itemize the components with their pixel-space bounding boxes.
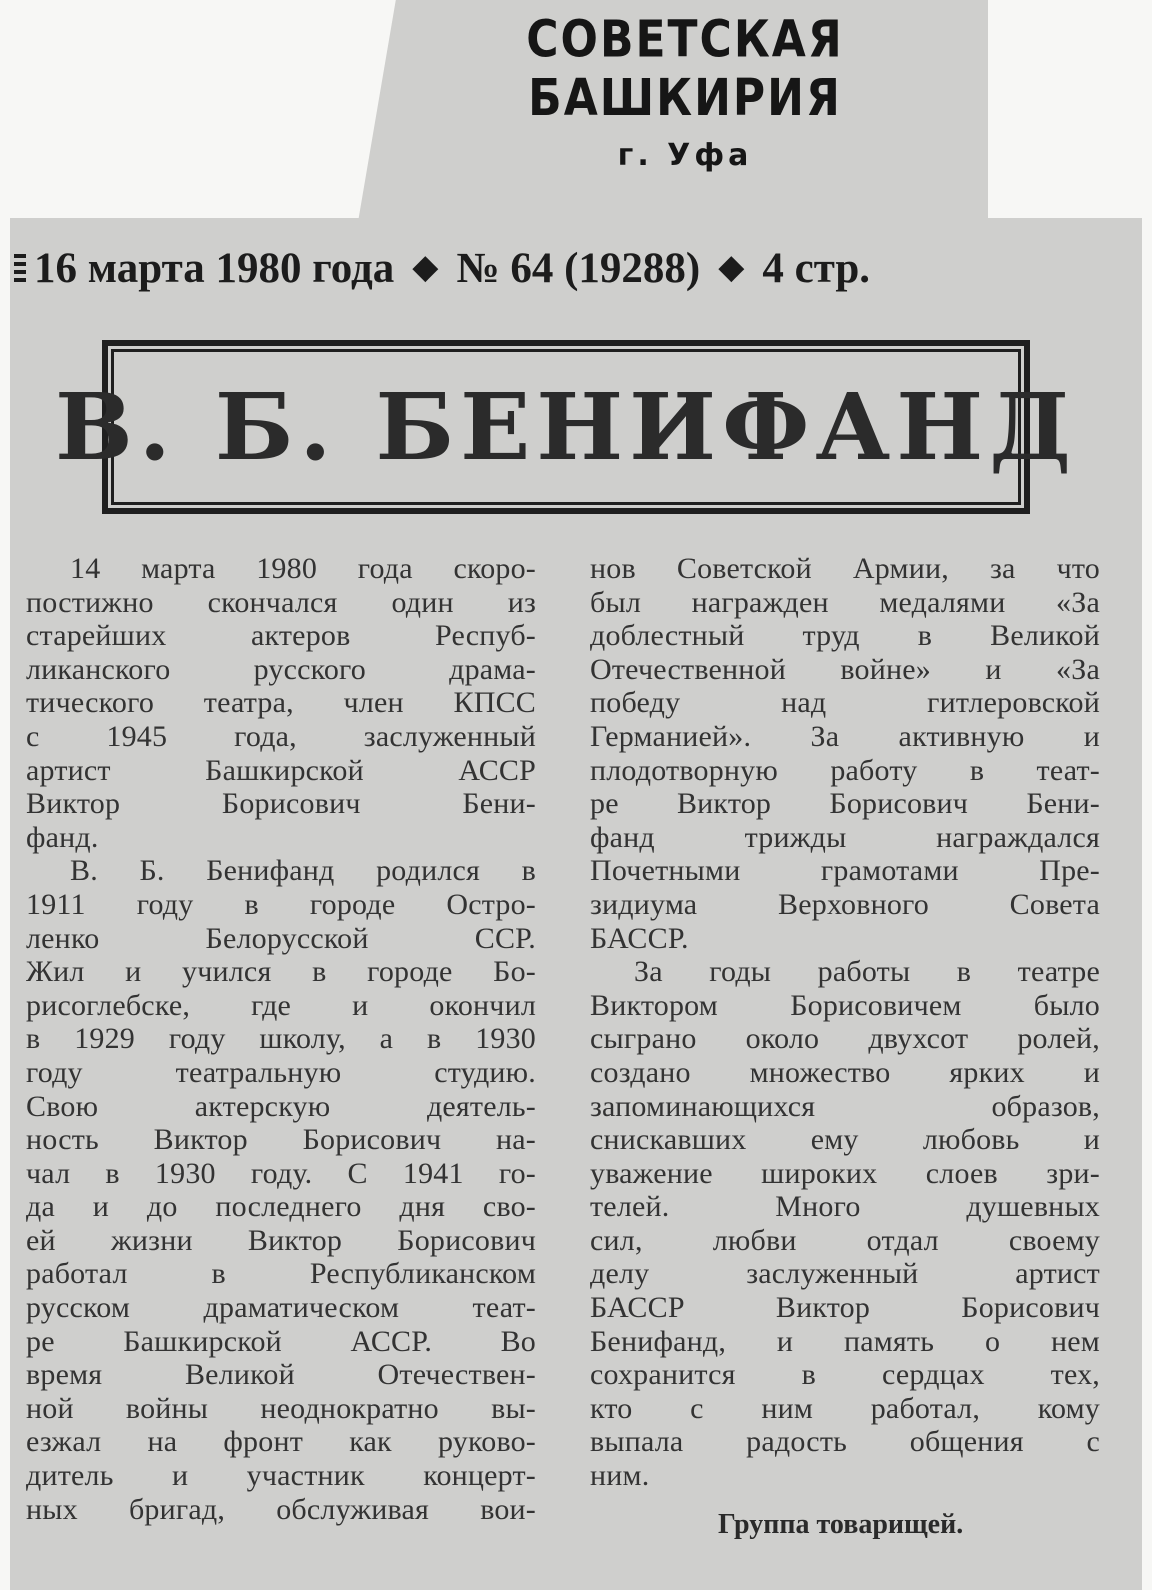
text-line: снискавших ему любовь и [590,1123,1100,1157]
article-column-left [26,552,536,1526]
text-line: был награжден медалями «За [590,585,1100,619]
text-line: сохранится в сердцах тех, [590,1358,1100,1392]
text-line: ре Виктор Борисович Бени- [590,787,1100,821]
text-line: Свою актерскую деятель- [26,1089,536,1123]
text-line: русском драматическом теат- [26,1291,536,1325]
text-line: 14 марта 1980 года скоро- [70,552,536,585]
text-line: ленко Белорусской ССР. [26,921,536,955]
text-line: ним. [590,1459,650,1493]
text-line: Жил и учился в городе Бо- [26,955,536,989]
headline: В. Б. БЕНИФАНД [55,373,1078,481]
headline-frame [55,340,1078,514]
text-line: создано множество ярких и [590,1055,1100,1089]
text-line: сыграно около двухсот ролей, [590,1022,1100,1056]
text-line: За годы работы в театре [634,955,1100,989]
text-line: запоминающихся образов, [590,1089,1100,1123]
article-column-right [590,552,1100,1493]
text-line: телей. Много душевных [590,1190,1100,1224]
text-line: нов Советской Армии, за что [590,552,1100,585]
text-line: ре Башкирской АССР. Во [26,1324,536,1358]
text-line: ных бригад, обслуживая вои- [26,1492,536,1526]
text-line: кто с ним работал, кому [590,1391,1100,1425]
diamond-separator-icon: ◆ [412,249,439,286]
dateline [14,244,1124,293]
text-line: Почетными грамотами Пре- [590,854,1100,888]
stamp-city: г. Уфа [617,138,753,173]
text-line: уважение широких слоев зри- [590,1156,1100,1190]
text-line: Отечественной войне» и «За [590,652,1100,686]
text-line: старейших актеров Респуб- [26,619,536,653]
text-line: сил, любви отдал своему [590,1223,1100,1257]
text-line: постижно скончался один из [26,585,536,619]
issue-number: № 64 (19288) [456,245,701,292]
text-line: году театральную студию. [26,1055,536,1089]
text-line: победу над гитлеровской [590,686,1100,720]
text-line: в 1929 году школу, а в 1930 [26,1022,536,1056]
text-line: фанд. [26,820,99,854]
text-line: Виктор Борисович Бени- [26,787,536,821]
text-line: езжал на фронт как руково- [26,1425,536,1459]
text-line: ной войны неоднократно вы- [26,1391,536,1425]
text-line: фанд трижды награждался [590,820,1100,854]
page-number: 4 стр. [762,245,871,292]
text-line: время Великой Отечествен- [26,1358,536,1392]
signature: Группа товарищей. [718,1509,964,1540]
text-line: тического театра, член КПСС [26,686,536,720]
text-line: работал в Республиканском [26,1257,536,1291]
text-line: да и до последнего дня сво- [26,1190,536,1224]
text-line: дитель и участник концерт- [26,1459,536,1493]
text-line: Германией». За активную и [590,719,1100,753]
text-line: артист Башкирской АССР [26,753,536,787]
text-line: ность Виктор Борисович на- [26,1123,536,1157]
text-line: Виктором Борисовичем было [590,988,1100,1022]
text-line: зидиума Верховного Совета [590,887,1100,921]
diamond-separator-icon: ◆ [718,249,745,286]
dateline-rule-mark [14,254,26,284]
stamp-newspaper-name: СОВЕТСКАЯ БАШКИРИЯ [526,10,844,128]
text-line: чал в 1930 году. С 1941 го- [26,1156,536,1190]
text-line: 1911 году в городе Остро- [26,887,536,921]
text-line: рисоглебске, где и окончил [26,988,536,1022]
issue-date: 16 марта 1980 года [34,245,395,292]
text-line: с 1945 года, заслуженный [26,719,536,753]
text-line: доблестный труд в Великой [590,619,1100,653]
text-line: делу заслуженный артист [590,1257,1100,1291]
text-line: ликанского русского драма- [26,652,536,686]
text-line: Бенифанд, и память о нем [590,1324,1100,1358]
text-line: БАССР. [590,921,689,955]
text-line: БАССР Виктор Борисович [590,1291,1100,1325]
text-line: В. Б. Бенифанд родился в [70,854,536,888]
text-line: выпала радость общения с [590,1425,1100,1459]
text-line: плодотворную работу в теат- [590,753,1100,787]
text-line: ей жизни Виктор Борисович [26,1223,536,1257]
newspaper-stamp [425,10,945,173]
